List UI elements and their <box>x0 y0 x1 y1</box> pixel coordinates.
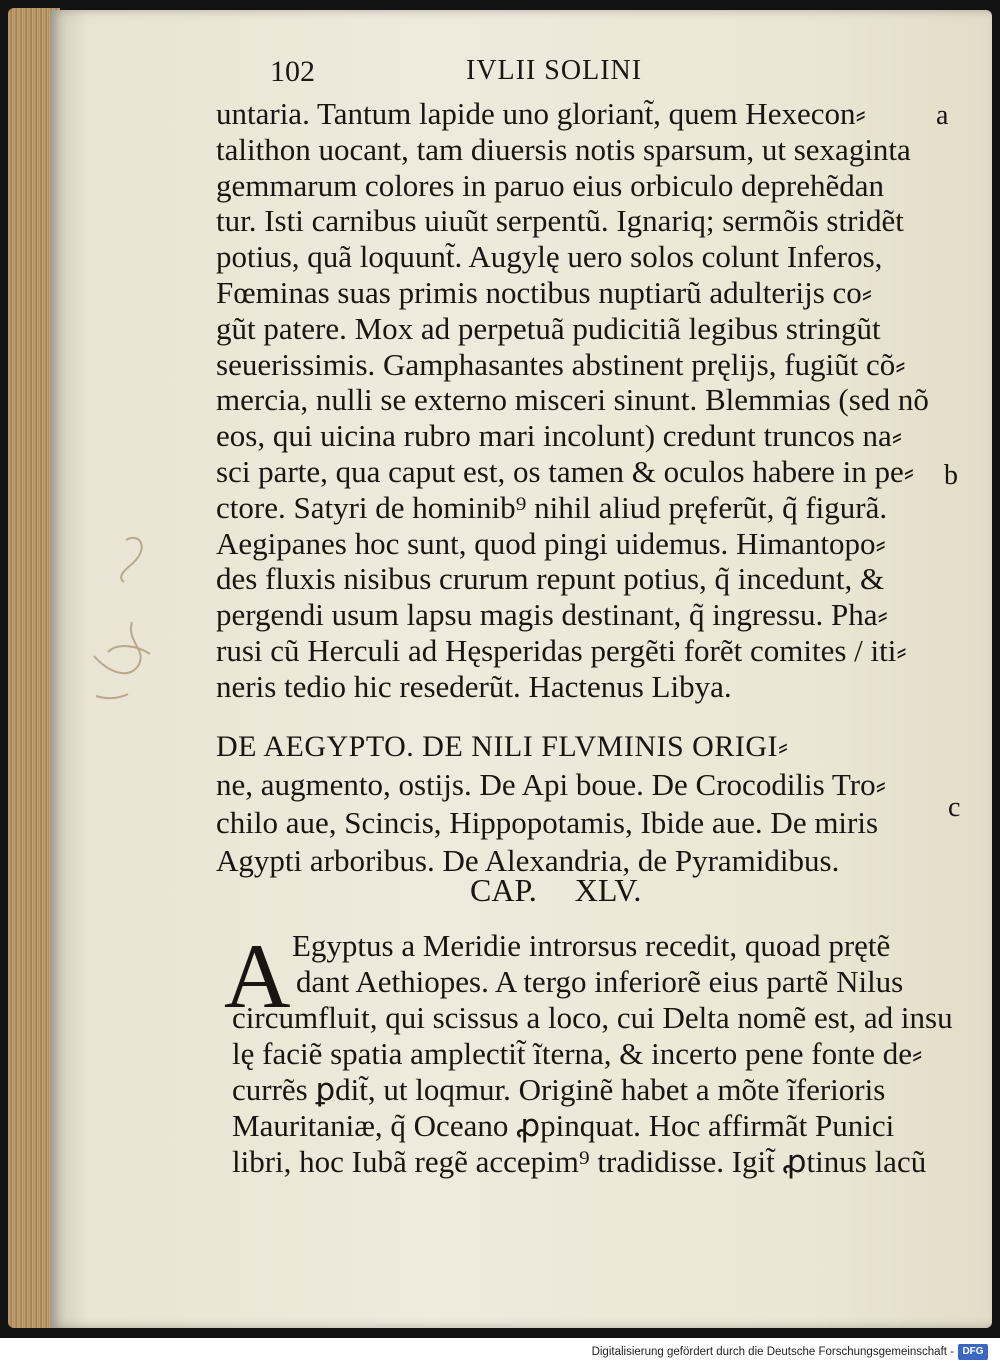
heading-line: chilo aue, Scincis, Hippopotamis, Ibide aue. De miris <box>216 805 879 840</box>
margin-note-a: a <box>936 100 949 131</box>
text-line: seuerissimis. Gamphasantes abstinent pręlijs, fugiũt cõ⸗ <box>216 346 906 382</box>
running-head: IVLII SOLINI <box>466 55 643 86</box>
body-line: libri, hoc Iubã regẽ accepim⁹ tradidisse. Igit̃ ꝓtinus lacũ <box>232 1144 927 1179</box>
text-line: pergendi usum lapsu magis destinant, q̃ ingressu. Pha⸗ <box>216 597 888 633</box>
text-line: neris tedio hic resederũt. Hactenus Libya. <box>216 668 732 704</box>
text-line: Fœminas suas primis noctibus nuptiarũ adulterijs co⸗ <box>216 274 873 310</box>
heading-line: ne, augmento, ostijs. De Api boue. De Crocodilis Tro⸗ <box>216 767 886 802</box>
text-line: gũt patere. Mox ad perpetuã pudicitiã legibus stringũt <box>216 310 881 346</box>
body-line: currẽs ꝑdit̃, ut loqmur. Originẽ habet a mõte ĩferioris <box>232 1072 886 1107</box>
text-line: potius, quã loquunt̃. Augylę uero solos colunt Inferos, <box>216 239 883 275</box>
text-line: gemmarum colores in paruo eius orbiculo deprehẽdan <box>216 167 884 203</box>
footer-credit: Digitalisierung gefördert durch die Deutsche Forschungsgemeinschaft - <box>591 1346 954 1358</box>
chapter-number: CAP. XLV. <box>470 872 642 908</box>
page-number: 102 <box>270 55 315 88</box>
text-line: ctore. Satyri de hominib⁹ nihil aliud pręferũt, q̃ figurã. <box>216 489 888 525</box>
chapter-heading <box>216 728 936 880</box>
text-line: talithon uocant, tam diuersis notis sparsum, ut sexaginta <box>216 131 911 167</box>
pencil-mark <box>88 530 158 710</box>
dfg-logo: DFG <box>958 1344 988 1360</box>
heading-line: Agypti arboribus. De Alexandria, de Pyramidibus. <box>216 843 840 878</box>
body-line: Mauritaniæ, q̃ Oceano ꝓpinquat. Hoc affirmãt Punici <box>232 1108 895 1143</box>
body-block <box>232 928 952 1180</box>
text-line: rusi cũ Herculi ad Hęsperidas pergẽti forẽt comites / iti⸗ <box>216 632 907 668</box>
footer <box>0 1338 1000 1368</box>
text-line: mercia, nulli se externo misceri sinunt. Blemmias (sed nõ <box>216 382 929 418</box>
body-line: lę faciẽ spatia amplectit̃ ĩterna, & incerto pene fonte de⸗ <box>232 1036 923 1071</box>
text-line: eos, qui uicina rubro mari incolunt) credunt truncos na⸗ <box>216 418 903 454</box>
margin-note-b: b <box>944 460 958 491</box>
text-line: des fluxis nisibus crurum repunt potius, q̃ incedunt, & <box>216 561 885 597</box>
text-line: sci parte, qua caput est, os tamen & oculos habere in pe⸗ <box>216 453 915 489</box>
text-line: untaria. Tantum lapide uno gloriant̃, quem Hexecon⸗ <box>216 96 866 131</box>
text-block <box>216 96 936 705</box>
text-line: Aegipanes hoc sunt, quod pingi uidemus. Himantopo⸗ <box>216 525 886 561</box>
drop-cap: A <box>224 925 291 1027</box>
heading-line: DE AEGYPTO. DE NILI FLVMINIS ORIGI⸗ <box>216 730 789 763</box>
body-line: Egyptus a Meridie introrsus recedit, quoad prętẽ <box>292 928 891 963</box>
margin-note-c: c <box>948 792 961 823</box>
body-line: dant Aethiopes. A tergo inferiorẽ eius partẽ Nilus <box>296 964 904 999</box>
text-line: tur. Isti carnibus uiuũt serpentũ. Ignariq; sermõis stridẽt <box>216 203 904 239</box>
page-header <box>270 55 690 95</box>
body-line: circumfluit, qui scissus a loco, cui Delta nomẽ est, ad insu <box>232 1000 953 1035</box>
